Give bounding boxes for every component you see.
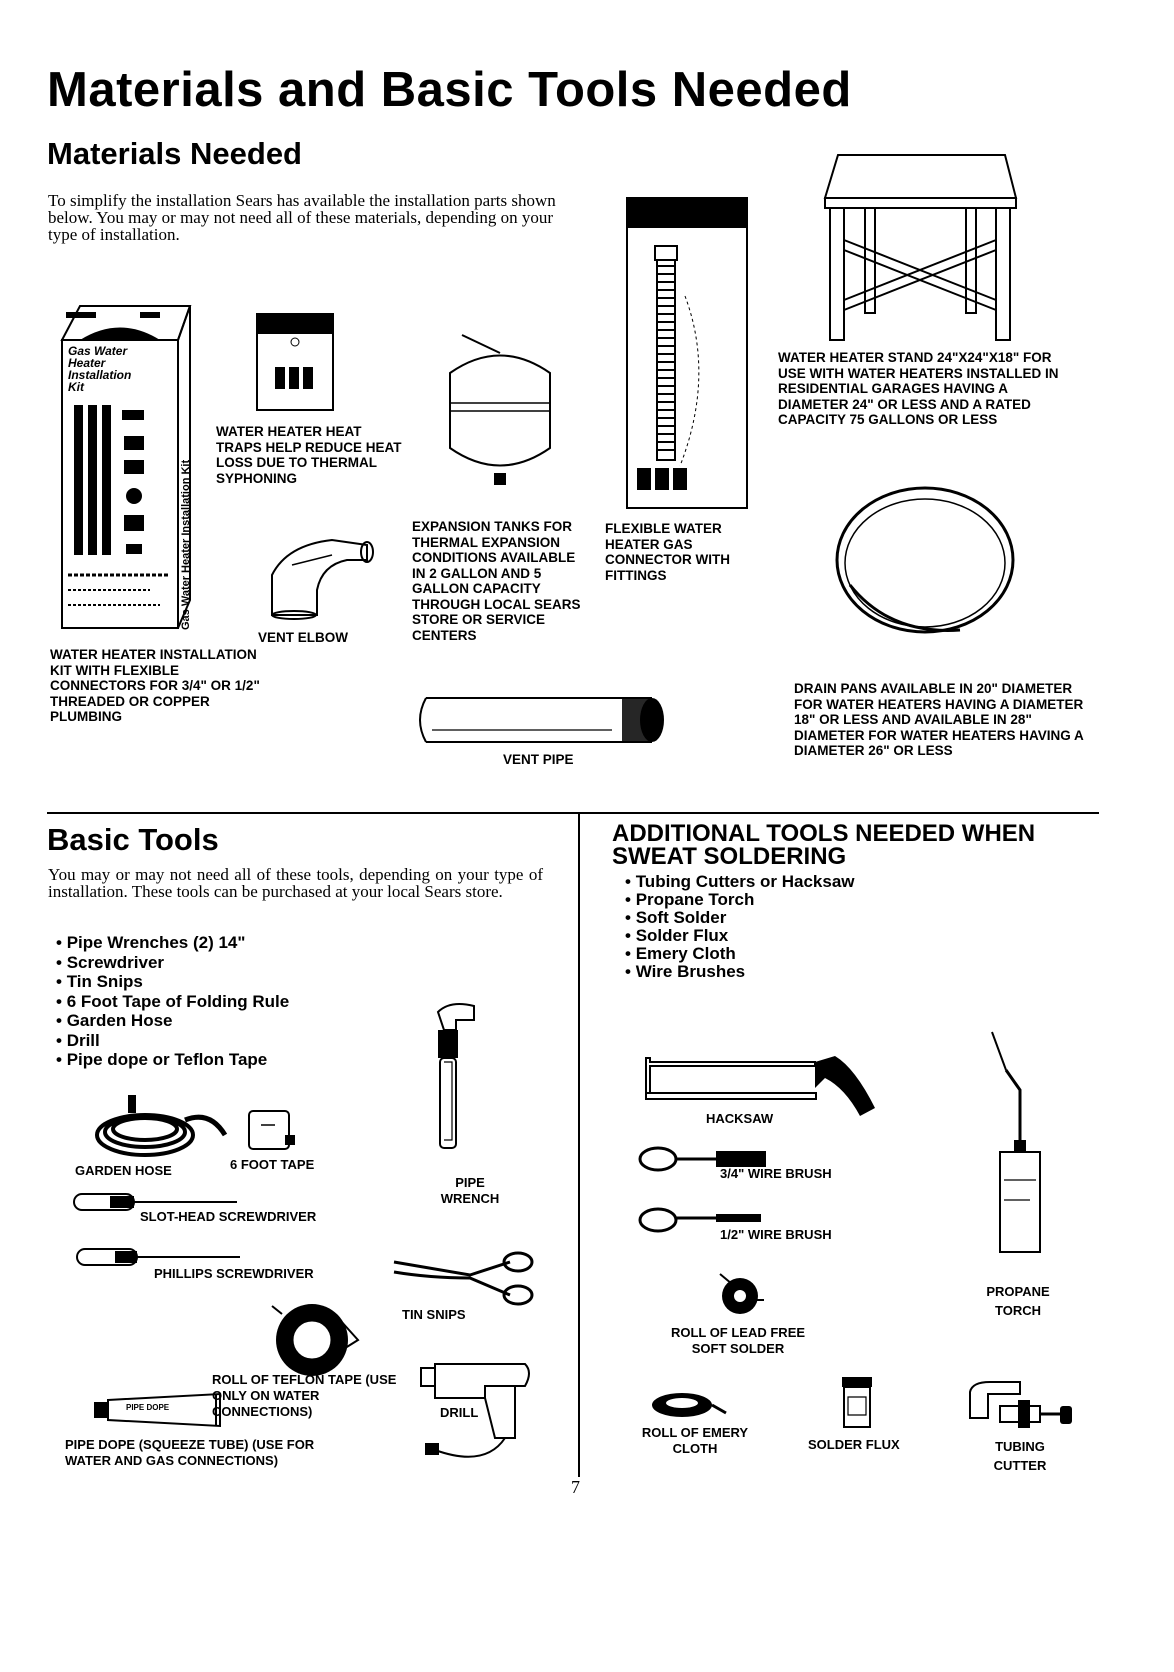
brush-3-4-caption: 3/4" WIRE BRUSH: [720, 1166, 832, 1181]
expansion-tank-illustration: [440, 333, 560, 503]
page-number: 7: [571, 1477, 580, 1497]
phillips-caption: PHILLIPS SCREWDRIVER: [154, 1266, 314, 1281]
materials-heading: Materials Needed: [47, 136, 302, 171]
solder-caption: ROLL OF LEAD FREE SOFT SOLDER: [670, 1325, 806, 1356]
hacksaw-illustration: [640, 1048, 890, 1120]
tape-caption: 6 FOOT TAPE: [230, 1157, 315, 1172]
vent-pipe-caption: VENT PIPE: [503, 752, 574, 767]
tape-measure-illustration: [247, 1105, 297, 1153]
flux-caption: SOLDER FLUX: [808, 1437, 900, 1452]
list-item: • Garden Hose: [56, 1011, 289, 1031]
kit-box-side-text: Gas Water Heater Installation Kit: [180, 459, 192, 630]
drain-pans-caption: DRAIN PANS AVAILABLE IN 20" DIAMETER FOR WATER HEATERS HAVING A DIAMETER 18" OR LESS AND AVAILABLE IN 28" DIAMETER FOR WATER HEATERS HAVING A DIAMETER 26" OR LESS: [794, 681, 1084, 758]
additional-tools-heading: ADDITIONAL TOOLS NEEDED WHEN SWEAT SOLDERING: [612, 820, 1036, 870]
pipe-wrench-caption: PIPE WRENCH: [440, 1175, 500, 1206]
vent-elbow-illustration: [262, 535, 377, 620]
vent-pipe-illustration: [412, 690, 672, 750]
list-item: • Propane Torch: [625, 891, 855, 909]
propane-torch-illustration: [990, 1030, 1050, 1255]
solder-flux-illustration: [838, 1375, 878, 1430]
list-item: • 6 Foot Tape of Folding Rule: [56, 992, 289, 1012]
list-item: • Pipe dope or Teflon Tape: [56, 1050, 289, 1070]
stand-caption: WATER HEATER STAND 24"X24"X18" FOR USE WITH WATER HEATERS INSTALLED IN RESIDENTIAL GARAGES HAVING A DIAMETER 24" OR LESS AND A RATED CAPACITY 75 GALLONS OR LESS: [778, 350, 1059, 427]
list-item: • Solder Flux: [625, 927, 855, 945]
section-divider-vertical: [578, 812, 580, 1477]
brush-1-2-caption: 1/2" WIRE BRUSH: [720, 1227, 832, 1242]
list-item: • Screwdriver: [56, 953, 289, 973]
vent-elbow-caption: VENT ELBOW: [258, 630, 348, 645]
list-item: • Tubing Cutters or Hacksaw: [625, 873, 855, 891]
flex-connector-illustration: [625, 196, 750, 516]
list-item: • Emery Cloth: [625, 945, 855, 963]
water-heater-stand-illustration: [820, 150, 1020, 345]
list-item: • Pipe Wrenches (2) 14": [56, 933, 289, 953]
list-item: • Soft Solder: [625, 909, 855, 927]
solder-roll-illustration: [716, 1270, 766, 1320]
page-title: Materials and Basic Tools Needed: [47, 63, 852, 117]
teflon-roll-illustration: [262, 1300, 362, 1380]
propane-caption: PROPANE TORCH: [986, 1284, 1050, 1318]
install-kit-caption: WATER HEATER INSTALLATION KIT WITH FLEXIBLE CONNECTORS FOR 3/4" OR 1/2" THREADED OR COPPER PLUMBING: [50, 647, 260, 724]
garden-hose-caption: GARDEN HOSE: [75, 1163, 172, 1178]
hacksaw-caption: HACKSAW: [706, 1111, 774, 1126]
kit-box-label: Gas Water Heater Installation Kit: [68, 344, 132, 394]
basic-tools-list: [56, 933, 289, 1070]
tubing-cutter-caption: TUBING CUTTER: [993, 1439, 1047, 1473]
additional-tools-list: [625, 873, 855, 981]
list-item: • Tin Snips: [56, 972, 289, 992]
expansion-tanks-caption: EXPANSION TANKS FOR THERMAL EXPANSION CONDITIONS AVAILABLE IN 2 GALLON AND 5 GALLON CAPACITY THROUGH LOCAL SEARS STORE OR SERVICE CENTERS: [412, 519, 581, 643]
tin-snips-caption: TIN SNIPS: [402, 1307, 466, 1322]
list-item: • Wire Brushes: [625, 963, 855, 981]
section-divider-horizontal: [47, 812, 1099, 814]
teflon-caption: ROLL OF TEFLON TAPE (USE ONLY ON WATER CONNECTIONS): [212, 1372, 397, 1419]
pipe-dope-tube-label: PIPE DOPE: [126, 1403, 170, 1412]
emery-caption: ROLL OF EMERY CLOTH: [641, 1425, 749, 1456]
list-item: • Drill: [56, 1031, 289, 1051]
slot-screwdriver-caption: SLOT-HEAD SCREWDRIVER: [140, 1209, 317, 1224]
garden-hose-illustration: [90, 1090, 230, 1160]
emery-cloth-illustration: [648, 1383, 728, 1423]
drain-pan-illustration: [830, 485, 1020, 645]
pipe-dope-caption: PIPE DOPE (SQUEEZE TUBE) (USE FOR WATER AND GAS CONNECTIONS): [65, 1437, 315, 1468]
tin-snips-illustration: [390, 1250, 535, 1310]
basic-tools-heading: Basic Tools: [47, 822, 219, 857]
pipe-wrench-illustration: [430, 1000, 480, 1150]
flex-connector-caption: FLEXIBLE WATER HEATER GAS CONNECTOR WITH FITTINGS: [605, 521, 730, 583]
tubing-cutter-illustration: [960, 1378, 1080, 1433]
materials-intro: To simplify the installation Sears has available the installation parts shown below. You may or may not need all of these materials, depending on your type of installation.: [48, 191, 556, 244]
drill-caption: DRILL: [440, 1405, 479, 1420]
heat-traps-caption: WATER HEATER HEAT TRAPS HELP REDUCE HEAT LOSS DUE TO THERMAL SYPHONING: [216, 424, 402, 486]
heat-traps-illustration: [255, 312, 335, 412]
basic-tools-intro: You may or may not need all of these tools, depending on your type of installation. These tools can be purchased at your local Sears store.: [48, 865, 543, 901]
